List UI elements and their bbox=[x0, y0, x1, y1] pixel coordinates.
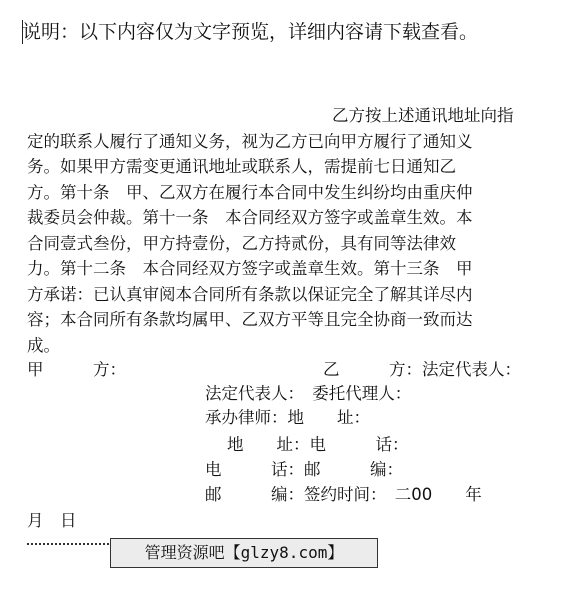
site-link-button[interactable]: 管理资源吧【glzy8.com】 bbox=[110, 538, 378, 568]
body-line: 成。 bbox=[27, 335, 60, 355]
dotted-leader bbox=[27, 541, 109, 545]
preview-notice: 说明：以下内容仅为文字预览，详细内容请下载查看。 bbox=[22, 21, 479, 43]
phone-postcode-label: 电 话：邮 编： bbox=[205, 460, 403, 479]
body-line: 方承诺：已认真审阅本合同所有条款以保证完全了解其详尽内 bbox=[27, 284, 473, 304]
body-line: 容；本合同所有条款均属甲、乙双方平等且完全协商一致而达 bbox=[27, 310, 473, 329]
party-a-label: 甲 方： bbox=[27, 360, 126, 379]
legal-rep-agent-label: 法定代表人： 委托代理人： bbox=[205, 384, 412, 403]
lawyer-address-label: 承办律师：地 址： bbox=[205, 408, 370, 427]
address-phone-label: 地 址：电 话： bbox=[227, 435, 409, 454]
body-line: 乙方按上述通讯地址向指 bbox=[332, 106, 514, 125]
postcode-date-label: 邮 编：签约时间： 二00 年 bbox=[205, 485, 482, 504]
body-line: 方。第十条 甲、乙双方在履行本合同中发生纠纷均由重庆仲 bbox=[27, 182, 473, 202]
body-line: 定的联系人履行了通知义务，视为乙方已向甲方履行了通知义 bbox=[27, 131, 473, 151]
body-line: 裁委员会仲裁。第十一条 本合同经双方签字或盖章生效。本 bbox=[27, 208, 473, 227]
body-line: 务。如果甲方需变更通讯地址或联系人，需提前七日通知乙 bbox=[27, 157, 456, 176]
month-day-label: 月 日 bbox=[27, 511, 77, 530]
body-line: 合同壹式叁份，甲方持壹份，乙方持贰份，具有同等法律效 bbox=[27, 233, 456, 253]
body-line: 力。第十二条 本合同经双方签字或盖章生效。第十三条 甲 bbox=[27, 259, 473, 278]
contract-body bbox=[27, 103, 547, 358]
party-b-label: 乙 方：法定代表人： bbox=[323, 360, 521, 379]
